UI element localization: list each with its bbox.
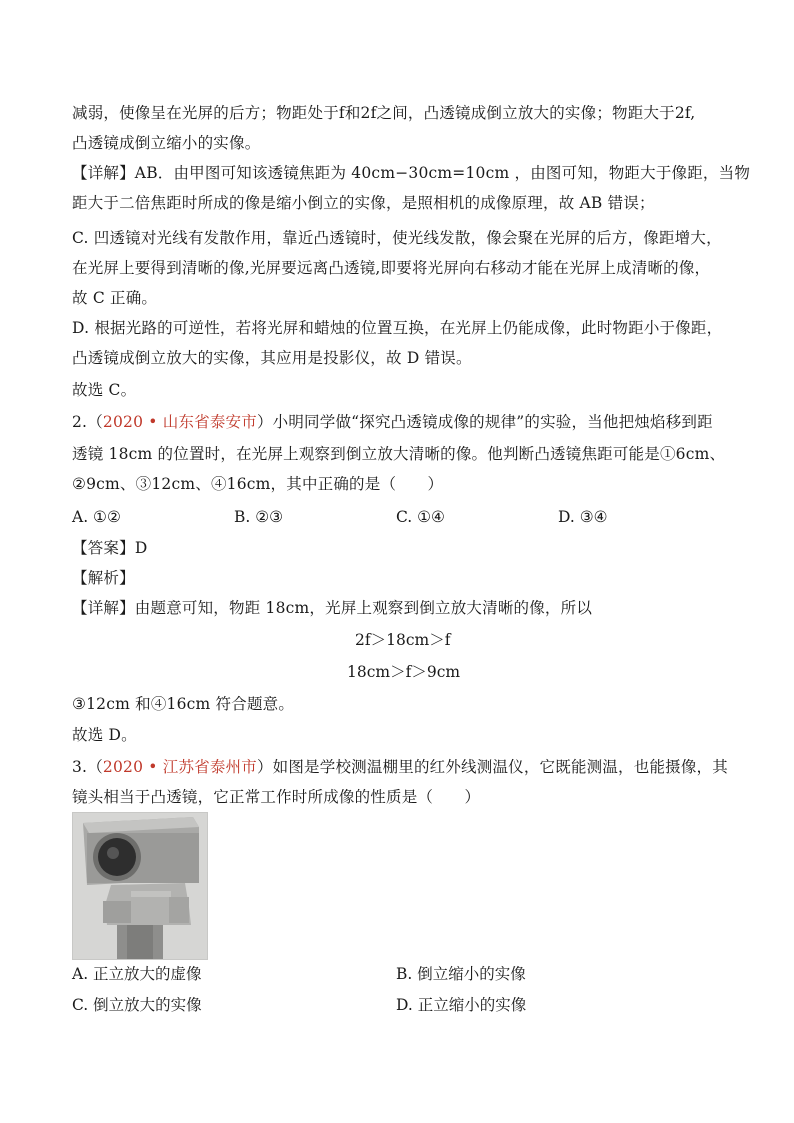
text-line: 镜头相当于凸透镜，它正常工作时所成像的性质是（ ）	[72, 788, 481, 806]
text-line: 故选 C。	[72, 381, 137, 399]
source-close-bracket: ）	[256, 413, 273, 431]
question-2-stem	[72, 412, 732, 432]
conclusion-line: ③12cm 和④16cm 符合题意。	[72, 695, 295, 713]
question-source: 2020 • 山东省泰安市	[102, 413, 257, 431]
text-line: 在光屏上要得到清晰的像,光屏要远离凸透镜,即要将光屏向右移动才能在光屏上成清晰的像，	[72, 259, 711, 277]
source-open-bracket: （	[87, 758, 103, 776]
option-a: A. ①②	[72, 508, 121, 526]
answer-line	[72, 538, 732, 558]
thermometer-camera-photo	[72, 812, 208, 960]
text-line: C. 凹透镜对光线有发散作用，靠近凸透镜时，使光线发散，像会聚在光屏的后方，像距增大，	[72, 229, 722, 247]
source-open-bracket: （	[87, 413, 103, 431]
text-line: 故 C 正确。	[72, 289, 158, 307]
text-line: 凸透镜成倒立放大的实像，其应用是投影仪，故 D 错误。	[72, 349, 472, 367]
answer-value: D	[134, 539, 148, 557]
text-line: 凸透镜成倒立缩小的实像。	[72, 134, 261, 152]
choice-line: 故选 D。	[72, 726, 137, 744]
question-number: 2.	[72, 413, 88, 431]
option-d: D. ③④	[558, 508, 608, 526]
option-a: A. 正立放大的虚像	[72, 965, 202, 983]
equation-2: 18cm＞f＞9cm	[347, 663, 461, 681]
question-source: 2020 • 江苏省泰州市	[102, 758, 257, 776]
option-b: B. ②③	[234, 508, 284, 526]
question-3-stem	[72, 757, 732, 777]
option-b: B. 倒立缩小的实像	[396, 965, 526, 983]
question-text: 如图是学校测温棚里的红外线测温仪，它既能测温，也能摄像，其	[272, 758, 728, 776]
text-line: ②9cm、③12cm、④16cm，其中正确的是（ ）	[72, 475, 444, 493]
source-close-bracket: ）	[256, 758, 273, 776]
camera-illustration	[73, 813, 207, 959]
option-c: C. ①④	[396, 508, 445, 526]
text-line: 【详解】AB．由甲图可知该透镜焦距为 40cm−30cm=10cm ，由图可知，物距大于像距，当物	[72, 164, 751, 182]
option-d: D. 正立缩小的实像	[396, 996, 527, 1014]
text-line: 透镜 18cm 的位置时，在光屏上观察到倒立放大清晰的像。他判断凸透镜焦距可能是①6cm、	[72, 445, 726, 463]
question-text: 小明同学做“探究凸透镜成像的规律”的实验，当他把烛焰移到距	[272, 413, 713, 431]
detail-line: 【详解】由题意可知，物距 18cm，光屏上观察到倒立放大清晰的像，所以	[72, 599, 593, 617]
text-line: D. 根据光路的可逆性，若将光屏和蜡烛的位置互换，在光屏上仍能成像，此时物距小于像距，	[72, 319, 723, 337]
option-c: C. 倒立放大的实像	[72, 996, 202, 1014]
answer-tag: 【答案】	[72, 539, 135, 557]
question-number: 3.	[72, 758, 88, 776]
text-line: 距大于二倍焦距时所成的像是缩小倒立的实像，是照相机的成像原理，故 AB 错误；	[72, 194, 655, 212]
text-line: 减弱，使像呈在光屏的后方；物距处于f和2f之间，凸透镜成倒立放大的实像；物距大于2f,	[72, 104, 696, 122]
analysis-tag: 【解析】	[72, 569, 135, 587]
equation-1: 2f＞18cm＞f	[355, 631, 451, 649]
